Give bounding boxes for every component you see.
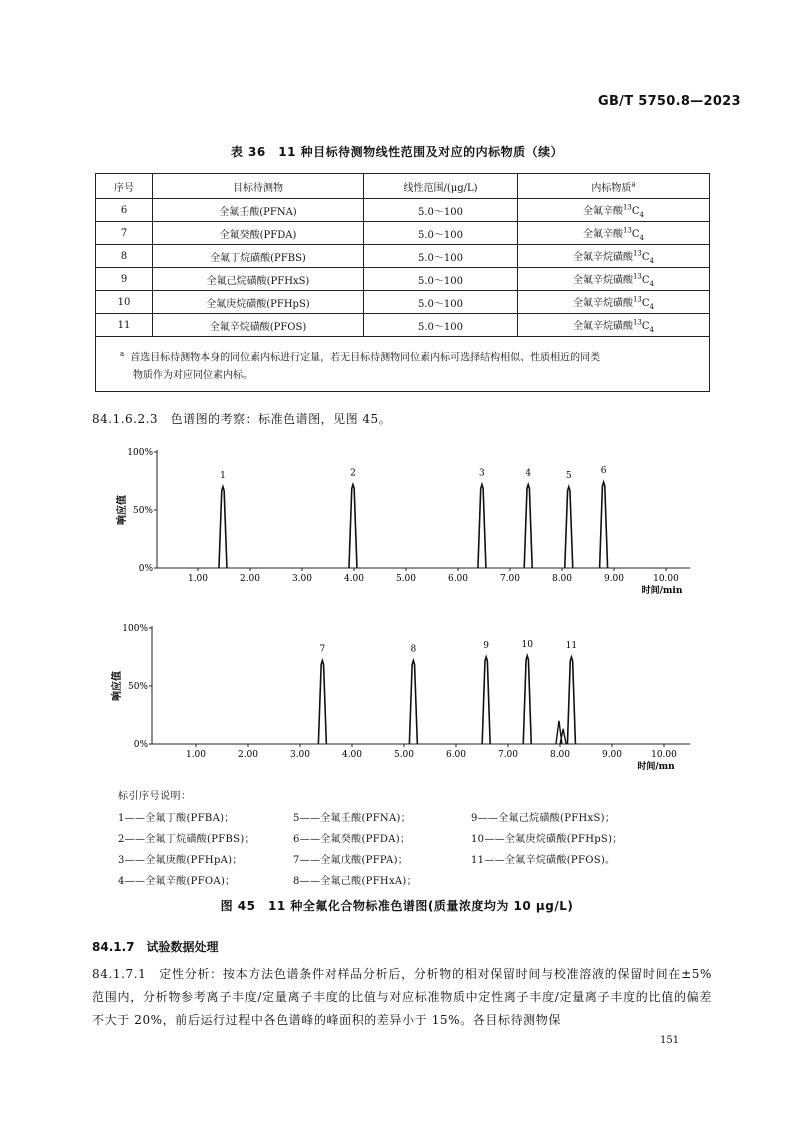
x-tick-label: 9.00 bbox=[603, 574, 625, 584]
legend-item: 8——全氟己酸(PFHxA)； bbox=[293, 876, 417, 887]
peak-2 bbox=[349, 484, 357, 568]
section-ref-text: 84.1.6.2.3 色谱图的考察：标准色谱图，见图 45。 bbox=[92, 412, 392, 426]
y-tick-label: 0% bbox=[133, 740, 148, 750]
peak-11 bbox=[567, 657, 575, 744]
figure-caption: 图 45 11 种全氟化合物标准色谱图(质量浓度均为 10 μg/L) bbox=[220, 899, 574, 913]
peak-label: 6 bbox=[600, 466, 607, 477]
col-header-internal-std: 内标物质$^a$ bbox=[518, 174, 710, 199]
x-tick-label: 7.00 bbox=[497, 750, 519, 760]
x-tick-label: 5.00 bbox=[395, 574, 417, 584]
legend-item: 3——全氟庚酸(PFHpA)； bbox=[118, 855, 243, 866]
cell-analyte: 全氟壬酸(PFNA) bbox=[153, 199, 364, 222]
peak-5 bbox=[565, 487, 573, 568]
note-line-2: 物质作为对应同位素内标。 bbox=[133, 370, 253, 382]
legend-item: 2——全氟丁烷磺酸(PFBS)； bbox=[118, 834, 255, 845]
x-tick-label: 6.00 bbox=[447, 574, 469, 584]
x-tick-label: 6.00 bbox=[445, 750, 467, 760]
cell-range: 5.0～100 bbox=[364, 245, 518, 268]
cell-analyte: 全氟辛烷磺酸(PFOS) bbox=[153, 314, 364, 337]
cell-internal-std: 全氟辛烷磺酸$^{13}C_4$ bbox=[518, 245, 710, 268]
section-heading: 84.1.7 试验数据处理 bbox=[92, 940, 219, 954]
cell-internal-std: 全氟辛酸$^{13}C_4$ bbox=[518, 199, 710, 222]
legend-item: 6——全氟癸酸(PFDA)； bbox=[293, 834, 411, 845]
table-note bbox=[96, 337, 710, 392]
peak-label: 10 bbox=[521, 639, 533, 650]
peak-9 bbox=[482, 657, 490, 744]
x-tick-label: 10.00 bbox=[651, 750, 677, 760]
x-tick-label: 3.00 bbox=[289, 750, 311, 760]
cell-no: 8 bbox=[96, 245, 153, 268]
peak-label: 3 bbox=[479, 468, 485, 479]
peak-8 bbox=[409, 660, 417, 744]
x-tick-label: 1.00 bbox=[185, 750, 207, 760]
cell-no: 6 bbox=[96, 199, 153, 222]
x-axis-label: 时间/mn bbox=[637, 762, 675, 772]
x-tick-label: 2.00 bbox=[237, 750, 259, 760]
x-tick-label: 8.00 bbox=[549, 750, 571, 760]
peak-label: 11 bbox=[565, 641, 578, 651]
cell-internal-std: 全氟辛烷磺酸$^{13}C_4$ bbox=[518, 314, 710, 337]
x-tick-label: 4.00 bbox=[343, 574, 365, 584]
x-tick-label: 3.00 bbox=[291, 574, 313, 584]
legend-item: 1——全氟丁酸(PFBA)； bbox=[118, 813, 235, 824]
cell-range: 5.0～100 bbox=[364, 314, 518, 337]
table-row bbox=[96, 314, 710, 337]
y-tick-label: 0% bbox=[138, 564, 153, 574]
legend-item: 9——全氟己烷磺酸(PFHxS)； bbox=[471, 813, 616, 824]
cell-internal-std: 全氟辛酸$^{13}C_4$ bbox=[518, 222, 710, 245]
y-axis-label: 响应值 bbox=[117, 495, 128, 525]
table-row bbox=[96, 245, 710, 268]
peak-label: 4 bbox=[525, 468, 532, 479]
cell-no: 10 bbox=[96, 291, 153, 314]
peak-label: 9 bbox=[483, 641, 490, 651]
peak-10 bbox=[523, 656, 531, 744]
y-tick-label: 100% bbox=[127, 448, 153, 458]
y-tick-label: 50% bbox=[127, 682, 148, 692]
standard-number: GB/T 5750.8—2023 bbox=[598, 94, 741, 109]
cell-range: 5.0～100 bbox=[364, 199, 518, 222]
page-number: 151 bbox=[660, 1035, 680, 1046]
x-tick-label: 7.00 bbox=[499, 574, 521, 584]
peak-label: 8 bbox=[410, 644, 417, 655]
cell-analyte: 全氟庚烷磺酸(PFHpS) bbox=[153, 291, 364, 314]
note-mark: a bbox=[120, 350, 125, 358]
cell-range: 5.0～100 bbox=[364, 291, 518, 314]
cell-internal-std: 全氟辛烷磺酸$^{13}C_4$ bbox=[518, 291, 710, 314]
cell-analyte: 全氟丁烷磺酸(PFBS) bbox=[153, 245, 364, 268]
linear-range-table bbox=[95, 173, 710, 392]
legend-title: 标引序号说明： bbox=[118, 791, 192, 802]
peak-label: 7 bbox=[319, 644, 326, 655]
y-tick-label: 50% bbox=[132, 506, 153, 516]
peak-label: 1 bbox=[220, 470, 226, 481]
cell-internal-std: 全氟辛烷磺酸$^{13}C_4$ bbox=[518, 268, 710, 291]
table-row bbox=[96, 268, 710, 291]
minor-peak bbox=[560, 729, 566, 744]
legend-item: 5——全氟壬酸(PFNA)； bbox=[293, 813, 412, 824]
y-axis-label: 响应值 bbox=[112, 671, 123, 701]
table-row bbox=[96, 291, 710, 314]
peak-label: 2 bbox=[350, 468, 356, 479]
table-row bbox=[96, 222, 710, 245]
chromatogram-top bbox=[0, 440, 794, 596]
cell-analyte: 全氟癸酸(PFDA) bbox=[153, 222, 364, 245]
table-row bbox=[96, 199, 710, 222]
y-tick-label: 100% bbox=[122, 624, 148, 634]
cell-no: 7 bbox=[96, 222, 153, 245]
table-header-row bbox=[96, 174, 710, 199]
x-tick-label: 5.00 bbox=[393, 750, 415, 760]
legend-item: 7——全氟戊酸(PFPA)； bbox=[293, 855, 409, 866]
table-note-row bbox=[96, 337, 710, 392]
peak-4 bbox=[524, 484, 532, 568]
x-tick-label: 10.00 bbox=[653, 574, 679, 584]
x-tick-label: 9.00 bbox=[601, 750, 623, 760]
cell-range: 5.0～100 bbox=[364, 222, 518, 245]
peak-7 bbox=[318, 660, 326, 744]
x-tick-label: 1.00 bbox=[187, 574, 209, 584]
x-tick-label: 8.00 bbox=[551, 574, 573, 584]
legend-item: 11——全氟辛烷磺酸(PFOS)。 bbox=[471, 855, 616, 866]
cell-no: 9 bbox=[96, 268, 153, 291]
chromatogram-bottom bbox=[0, 615, 794, 775]
peak-6 bbox=[600, 482, 608, 568]
col-header-no: 序号 bbox=[96, 174, 153, 199]
col-header-analyte: 目标待测物 bbox=[153, 174, 364, 199]
peak-label: 5 bbox=[565, 470, 572, 481]
table-caption: 表 36 11 种目标待测物线性范围及对应的内标物质（续） bbox=[230, 145, 564, 159]
legend-item: 10——全氟庚烷磺酸(PFHpS)； bbox=[471, 834, 623, 845]
cell-analyte: 全氟己烷磺酸(PFHxS) bbox=[153, 268, 364, 291]
cell-no: 11 bbox=[96, 314, 153, 337]
x-axis-label: 时间/min bbox=[641, 586, 683, 596]
body-paragraph: 84.1.7.1 定性分析：按本方法色谱条件对样品分析后，分析物的相对保留时间与校准溶液的保留时间在±5%范围内，分析物参考离子丰度/定量离子丰度的比值与对应标准物质中定性离子丰度/定量离子丰度的比值的偏差不大于 20%，前后运行过程中各色谱峰的峰面积的差异小于 15%。各目标待测物保 bbox=[92, 967, 712, 1027]
cell-range: 5.0～100 bbox=[364, 268, 518, 291]
peak-1 bbox=[219, 487, 227, 568]
x-tick-label: 4.00 bbox=[341, 750, 363, 760]
x-tick-label: 2.00 bbox=[239, 574, 261, 584]
peak-3 bbox=[478, 484, 486, 568]
col-header-range: 线性范围/(μg/L) bbox=[364, 174, 518, 199]
note-mark: a bbox=[631, 180, 636, 189]
note-line-1: 首选目标待测物本身的同位素内标进行定量，若无目标待测物同位素内标可选择结构相似、性质相近的同类 bbox=[130, 352, 601, 364]
legend-item: 4——全氟辛酸(PFOA)； bbox=[118, 876, 236, 887]
